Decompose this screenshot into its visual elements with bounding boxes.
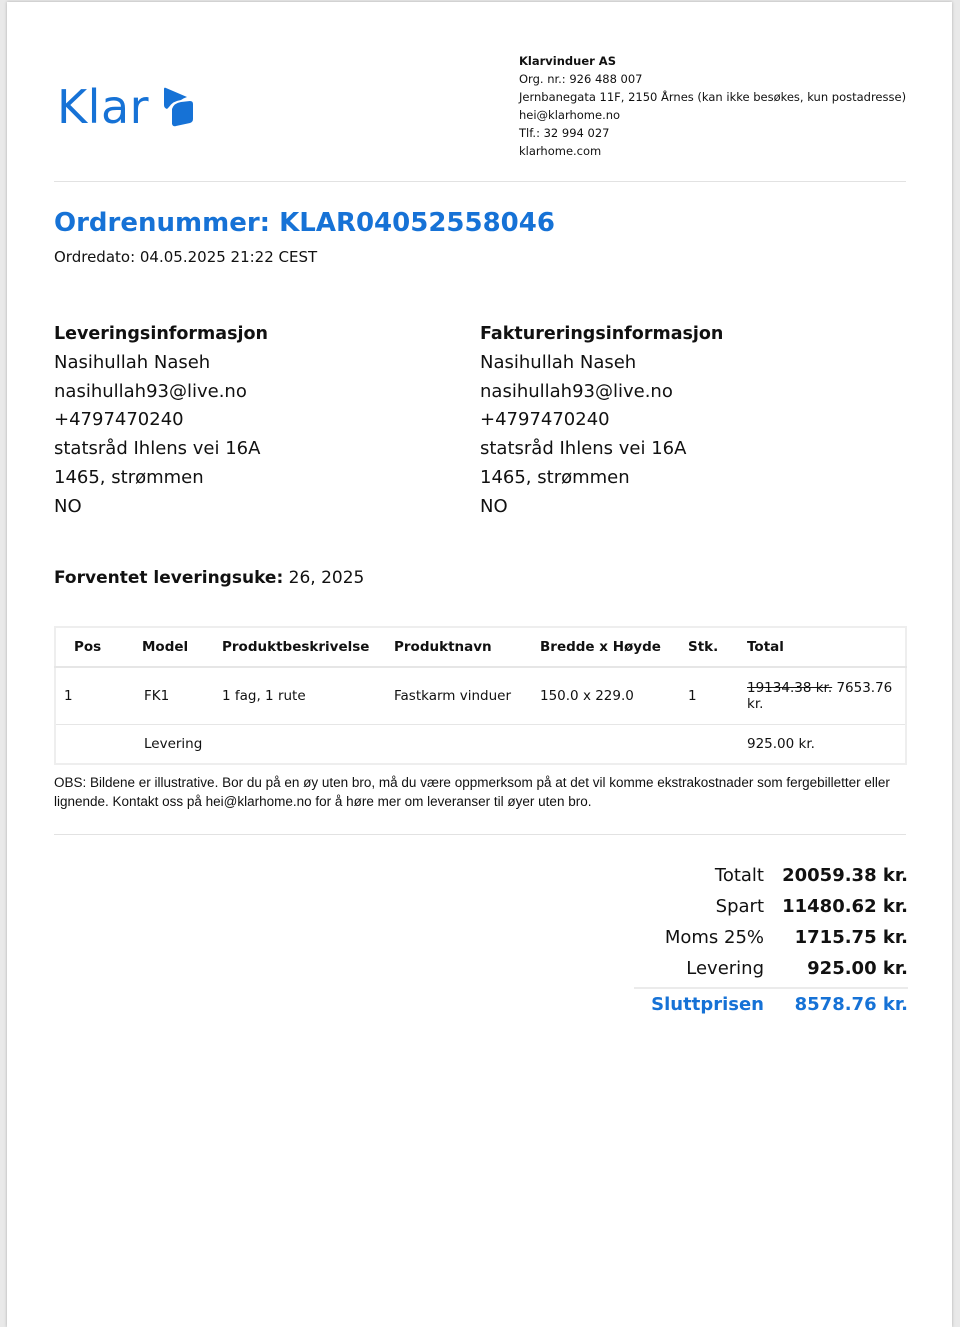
klar-logo-mark-icon [161,87,195,127]
expected-delivery [54,568,364,588]
cell-delivery-label: Levering [142,725,222,765]
delivery-postal: 1465, strømmen [54,466,204,488]
billing-street: statsråd Ihlens vei 16A [480,438,687,460]
header-divider [54,181,906,182]
cell-dimensions: 150.0 x 229.0 [540,667,688,725]
company-org-nr: Org. nr.: 926 488 007 [519,72,643,86]
saved-label: Spart [715,896,764,917]
delivery-value: 925.00 kr. [807,958,908,979]
company-info [519,52,906,160]
company-phone: Tlf.: 32 994 027 [519,126,610,140]
total-label: Totalt [714,865,764,886]
company-address: Jernbanegata 11F, 2150 Årnes (kan ikke besøkes, kun postadresse) [519,90,907,104]
cell-total [747,667,906,725]
obs-note: OBS: Bildene er illustrative. Bor du på en øy uten bro, må du være oppmerksom på at det vil komme ekstrakostnader som fergebilletter eller lignende. Kontakt oss på hei@klarhome.no for å høre mer om leveranser til øyer uten bro. [54,775,890,809]
totals-summary [634,860,908,1020]
delivery-name: Nasihullah Naseh [54,351,211,373]
cell-delivery-total: 925.00 kr. [747,725,906,765]
col-qty: Stk. [688,627,747,667]
brand-logo [57,80,195,134]
col-model: Model [142,627,222,667]
totals-row-final [634,987,908,1020]
col-total: Total [747,627,906,667]
cell-qty: 1 [688,667,747,725]
col-product-name: Produktnavn [394,627,540,667]
saved-value: 11480.62 kr. [782,896,908,917]
delivery-label: Levering [686,958,764,979]
col-dimensions: Bredde x Høyde [540,627,688,667]
invoice-page [7,2,952,1327]
company-email[interactable]: hei@klarhome.no [519,108,621,122]
totals-row-total [634,860,908,891]
table-header-row [55,627,906,667]
delivery-phone: +4797470240 [54,409,184,431]
company-website[interactable]: klarhome.com [519,144,602,158]
billing-heading: Faktureringsinformasjon [480,324,724,344]
expected-delivery-value: 26, 2025 [288,568,365,588]
logo-text: Klar [57,80,150,134]
totals-divider [54,834,906,835]
order-items-table [54,626,907,765]
final-value: 8578.76 kr. [794,994,908,1015]
billing-postal: 1465, strømmen [480,466,630,488]
discounted-price: 7653.76 kr. [747,680,893,712]
delivery-email: nasihullah93@live.no [54,380,247,402]
billing-info [480,320,723,522]
final-label: Sluttprisen [651,994,764,1015]
vat-label: Moms 25% [664,927,764,948]
billing-phone: +4797470240 [480,409,610,431]
col-description: Produktbeskrivelse [222,627,394,667]
order-date: Ordredato: 04.05.2025 21:22 CEST [54,248,318,266]
cell-description: 1 fag, 1 rute [222,667,394,725]
col-pos: Pos [55,627,142,667]
delivery-info [54,320,268,522]
cell-model: FK1 [142,667,222,725]
totals-row-delivery [634,953,908,984]
billing-country: NO [480,495,508,517]
expected-delivery-label: Forventet leveringsuke: [54,568,284,588]
delivery-country: NO [54,495,82,517]
cell-product-name: Fastkarm vinduer [394,667,540,725]
totals-row-vat [634,922,908,953]
billing-name: Nasihullah Naseh [480,351,637,373]
vat-value: 1715.75 kr. [794,927,908,948]
cell-pos: 1 [55,667,142,725]
order-number-title: Ordrenummer: KLAR04052558046 [54,208,555,238]
table-row-delivery [55,725,906,765]
table-row [55,667,906,725]
delivery-heading: Leveringsinformasjon [54,324,268,344]
total-value: 20059.38 kr. [782,865,908,886]
delivery-street: statsråd Ihlens vei 16A [54,438,261,460]
totals-row-saved [634,891,908,922]
billing-email: nasihullah93@live.no [480,380,673,402]
company-name: Klarvinduer AS [519,54,616,68]
original-price: 19134.38 kr. [747,680,833,696]
